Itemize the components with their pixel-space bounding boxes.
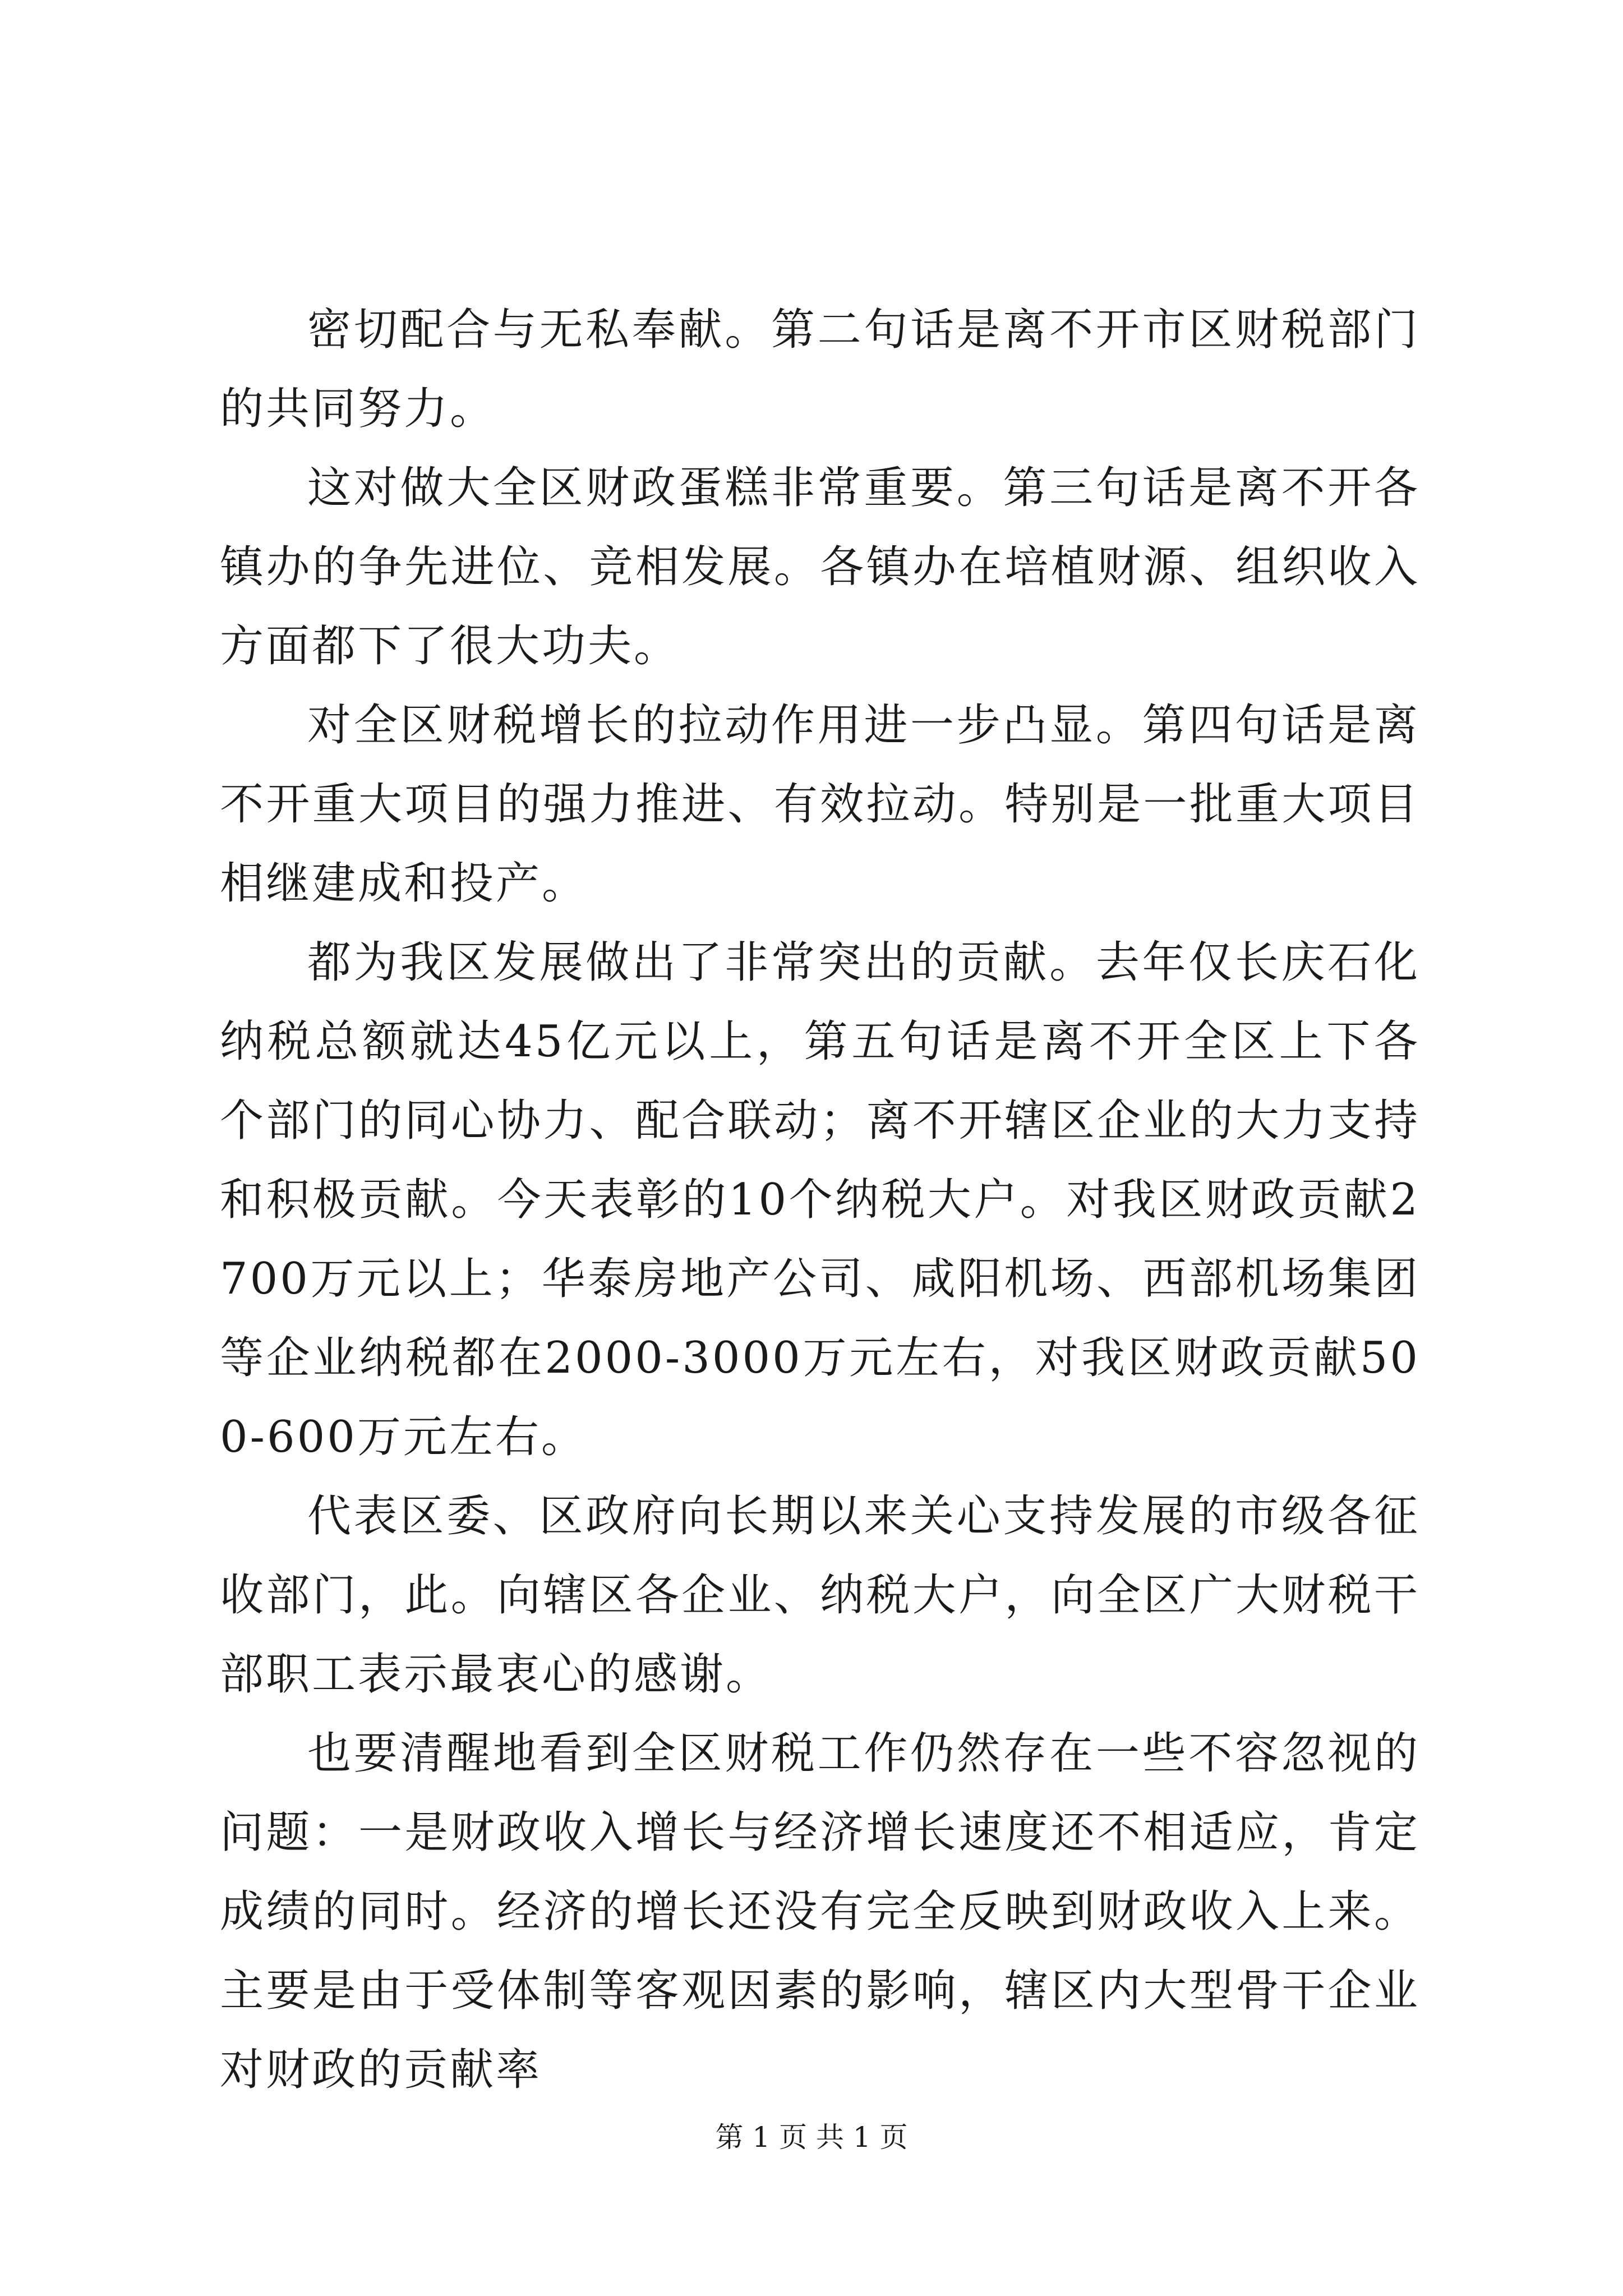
- page-footer: 第 1 页 共 1 页: [715, 2121, 908, 2154]
- paragraph: 密切配合与无私奉献。第二句话是离不开市区财税部门的共同努力。: [220, 305, 1420, 434]
- paragraph: 也要清醒地看到全区财税工作仍然存在一些不容忽视的问题：一是财政收入增长与经济增长速度还不相适应，肯定成绩的同时。经济的增长还没有完全反映到财政收入上来。主要是由于受体制等客观因素的影响，辖区内大型骨干企业对财政的贡献率: [220, 1728, 1420, 2095]
- paragraph: 都为我区发展做出了非常突出的贡献。去年仅长庆石化纳税总额就达45亿元以上，第五句话是离不开全区上下各个部门的同心协力、配合联动；离不开辖区企业的大力支持和积极贡献。今天表彰的10个纳税大户。对我区财政贡献2700万元以上；华泰房地产公司、咸阳机场、西部机场集团等企业纳税都在2000-3000万元左右，对我区财政贡献500-600万元左右。: [220, 937, 1420, 1462]
- body-text: [220, 291, 1420, 2110]
- paragraph: 这对做大全区财政蛋糕非常重要。第三句话是离不开各镇办的争先进位、竞相发展。各镇办在培植财源、组织收入方面都下了很大功夫。: [220, 463, 1420, 671]
- paragraph: 代表区委、区政府向长期以来关心支持发展的市级各征收部门，此。向辖区各企业、纳税大户，向全区广大财税干部职工表示最衷心的感谢。: [220, 1491, 1420, 1700]
- paragraph: 对全区财税增长的拉动作用进一步凸显。第四句话是离不开重大项目的强力推进、有效拉动。特别是一批重大项目相继建成和投产。: [220, 700, 1420, 909]
